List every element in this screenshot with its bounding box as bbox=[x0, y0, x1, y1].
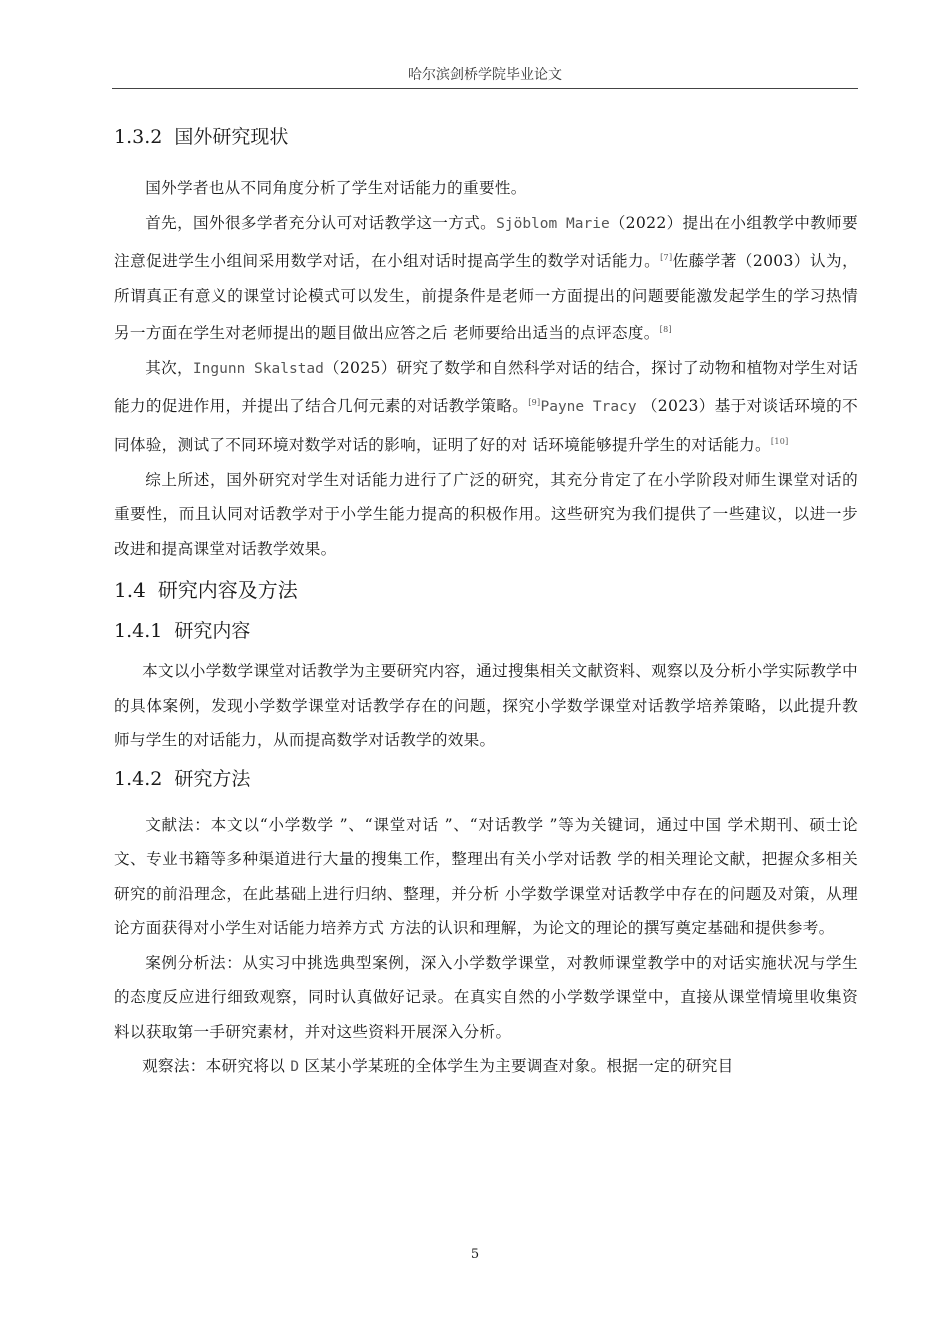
author-name: Sjöblom Marie bbox=[496, 215, 610, 232]
paragraph-second-point bbox=[114, 351, 858, 463]
paragraph-first-point bbox=[114, 206, 858, 351]
section-number: 1.3.2 bbox=[114, 126, 163, 148]
section-title: 研究内容 bbox=[174, 620, 251, 643]
text-run: 首先，国外很多学者充分认可对话教学这一方式。 bbox=[145, 213, 497, 232]
header-divider bbox=[112, 88, 858, 89]
section-heading-1-4-1 bbox=[114, 612, 858, 650]
paragraph-case-method: 案例分析法：从实习中挑选典型案例，深入小学数学课堂，对教师课堂教学中的对话实施状况与学生的态度反应进行细致观察，同时认真做好记录。在真实自然的小学数学课堂中，直接从课堂情境里收集资料以获取第一手研究素材，并对这些资料开展深入分析。 bbox=[114, 953, 858, 1041]
citation-ref: [10] bbox=[770, 437, 789, 447]
paragraph-summary: 综上所述，国外研究对学生对话能力进行了广泛的研究，其充分肯定了在小学阶段对师生课堂对话的重要性，而且认同对话教学对于小学生能力提高的积极作用。这些研究为我们提供了一些建议，以进一步改进和提高课堂对话教学效果。 bbox=[114, 470, 858, 558]
district-letter: D bbox=[290, 1059, 300, 1076]
section-number: 1.4.1 bbox=[114, 620, 163, 643]
text-run: （2025）研究了数学和自然科学对话的结合，探讨了动物和植物对学生对话能力的促进作用，并提出了结合几何元素的对话教学策略。 bbox=[114, 358, 858, 416]
section-number: 1.4.2 bbox=[114, 767, 163, 790]
section-title: 研究方法 bbox=[174, 767, 251, 790]
document-body bbox=[114, 118, 858, 1085]
author-name: Payne Tracy bbox=[540, 399, 637, 416]
page-header: 哈尔滨剑桥学院毕业论文 bbox=[408, 67, 562, 83]
section-title: 研究内容及方法 bbox=[157, 578, 298, 603]
text-run: 其次， bbox=[145, 358, 193, 377]
citation-ref: [9] bbox=[528, 398, 541, 408]
text-run: （2022）提出在小组教学中教师要注意促进学生小组间采用数学对话，在小组对话时提高学生的数学对话能力。 bbox=[114, 213, 858, 271]
section-heading-1-3-2 bbox=[114, 118, 858, 156]
citation-ref: [8] bbox=[659, 325, 672, 335]
section-heading-1-4 bbox=[114, 570, 858, 610]
section-heading-1-4-2 bbox=[114, 760, 858, 798]
paragraph-observation-method bbox=[114, 1049, 858, 1085]
section-title: 国外研究现状 bbox=[174, 126, 289, 148]
paragraph-literature-method: 文献法：本文以“小学数学 ”、“课堂对话 ”、“对话教学 ”等为关键词，通过中国 学术期刊、硕士论文、专业书籍等多种渠道进行大量的搜集工作，整理出有关小学对话教 学的相关理论文献，把握众多相关研究的前沿理念，在此基础上进行归纳、整理，并分析 小学数学课堂对话教学中存在的问题及对策，从理论方面获得对小学生对话能力培养方式 方法的认识和理解，为论文的理论的撰写奠定基础和提供参考。 bbox=[114, 815, 858, 938]
section-number: 1.4 bbox=[114, 578, 146, 603]
text-run: （2023）基于对谈话环境的不同体验，测试了不同环境对数学对话的影响，证明了好的对 话环境能够提升学生的对话能力。 bbox=[114, 397, 858, 455]
text-run: 佐藤学著（2003）认为，所谓真正有意义的课堂讨论模式可以发生，前提条件是老师一方面提出的问题要能激发起学生的学习热情另一方面在学生对老师提出的题目做出应答之后 老师要给出适当的点评态度。 bbox=[114, 252, 858, 343]
author-name: Ingunn Skalstad bbox=[192, 360, 324, 377]
page-number: 5 bbox=[470, 1247, 480, 1262]
paragraph-research-content: 本文以小学数学课堂对话教学为主要研究内容，通过搜集相关文献资料、观察以及分析小学实际教学中的具体案例，发现小学数学课堂对话教学存在的问题，探究小学数学课堂对话教学培养策略，以此提升教师与学生的对话能力，从而提高数学对话教学的效果。 bbox=[114, 662, 858, 750]
paragraph-intro: 国外学者也从不同角度分析了学生对话能力的重要性。 bbox=[145, 179, 527, 197]
text-run: 观察法：本研究将以 bbox=[142, 1057, 291, 1076]
citation-ref: [7] bbox=[660, 253, 673, 262]
text-run: 区某小学某班的全体学生为主要调查对象。根据一定的研究目 bbox=[299, 1057, 734, 1076]
